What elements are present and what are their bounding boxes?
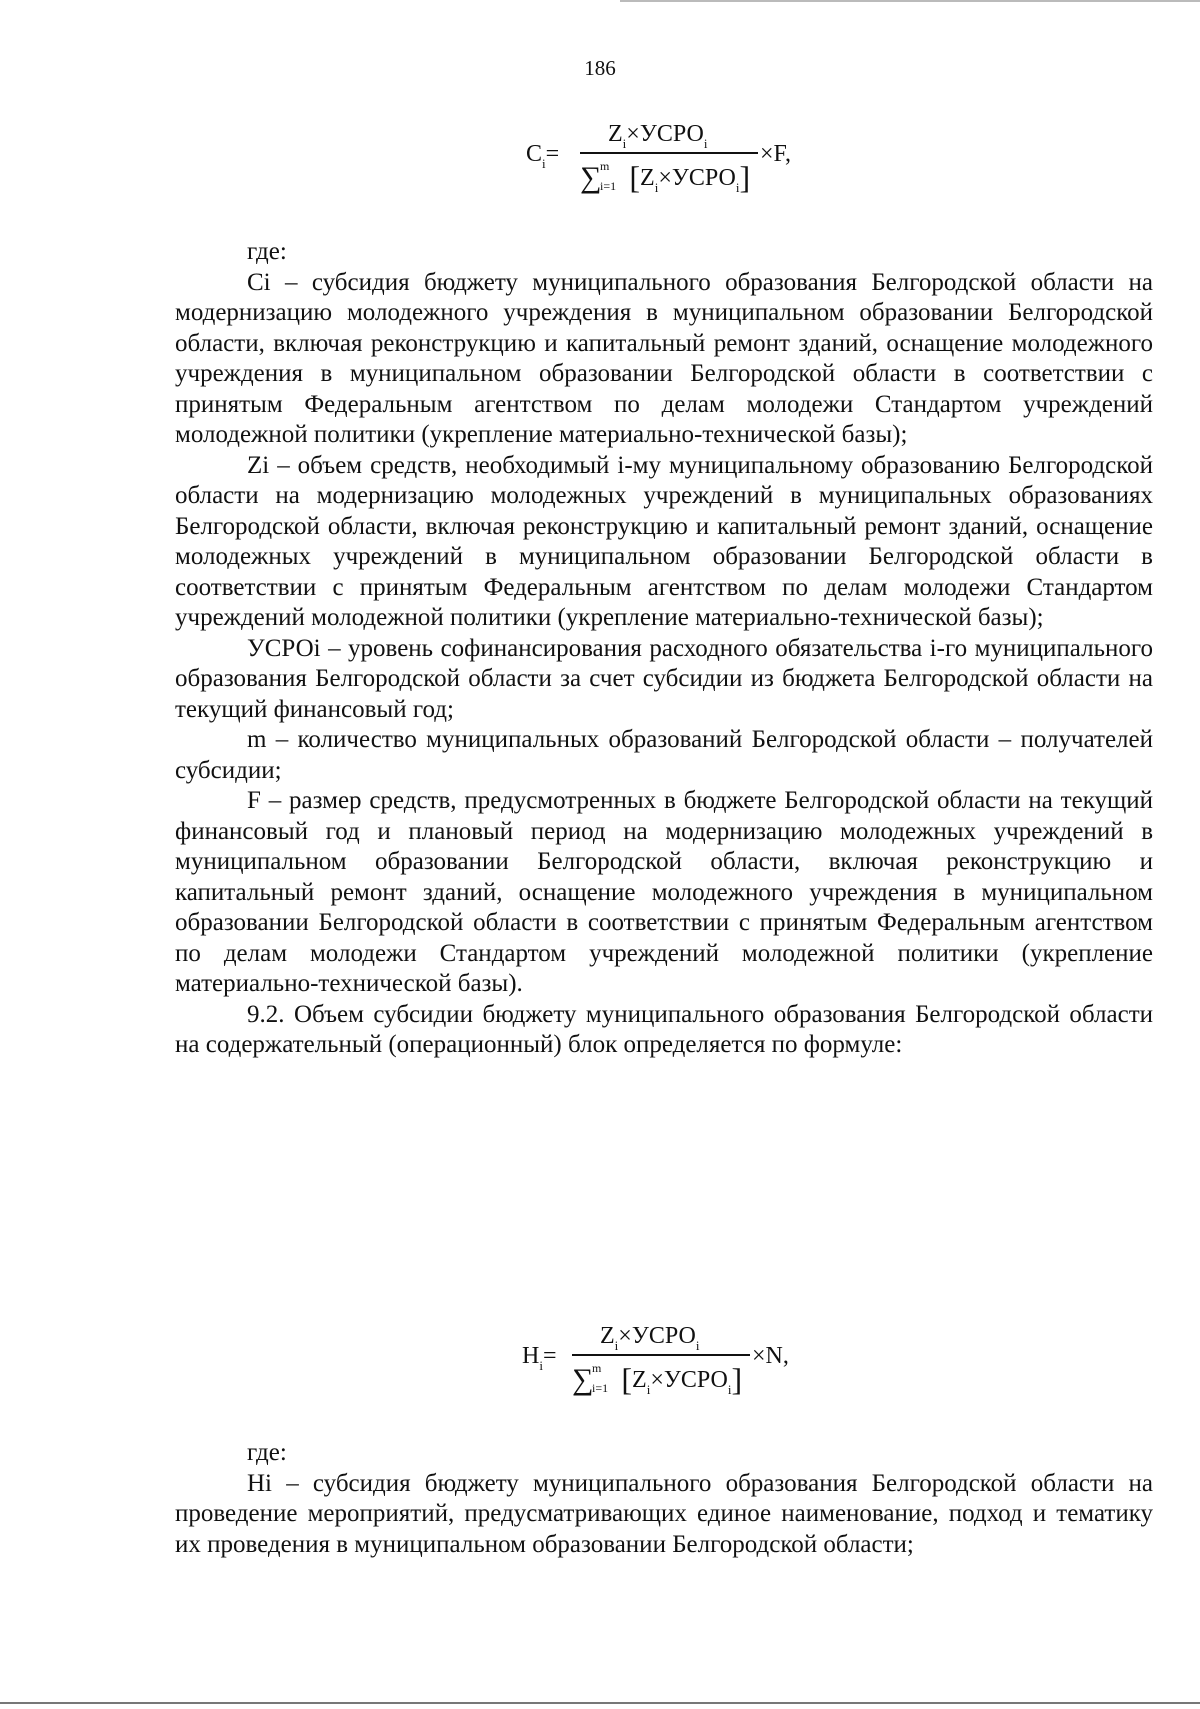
formula-rhs: ×F, — [760, 141, 791, 167]
fraction-bar — [580, 152, 758, 154]
definition-ci: Ci – субсидия бюджету муниципального образования Белгородской области на модернизацию молодежного учреждения в муниципальном образовании Белгородской области, включая реконструкцию и капитальный ремонт зданий, оснащение молодежного учреждения в муниципальном образовании Белгородской области в соответствии с принятым Федеральным агентством по делам молодежи Стандартом учреждений молодежной политики (укрепление материально-технической базы); — [175, 268, 1153, 448]
where-label: где: — [247, 1439, 287, 1466]
definition-f: F – размер средств, предусмотренных в бюджете Белгородской области на текущий финансовый год и плановый период на модернизацию молодежных учреждений в муниципальном образовании Белгородской области, включая реконструкцию и капитальный ремонт зданий, оснащение молодежного учреждения в муниципальном образовании Белгородской области в соответствии с принятым Федеральным агентством по делам молодежи Стандартом учреждений молодежной политики (укрепление материально-технической базы). — [175, 787, 1153, 997]
formula-rhs: ×N, — [752, 1343, 789, 1369]
where-label: где: — [247, 238, 287, 265]
definition-hi: Hi – субсидия бюджету муниципального образования Белгородской области на проведение мероприятий, предусматривающих единое наименование, подход и тематику их проведения в муниципальном образовании Белгородской области; — [175, 1469, 1153, 1558]
definition-zi: Zi – объем средств, необходимый i-му муниципальному образованию Белгородской области на модернизацию молодежных учреждений в муниципальных образованиях Белгородской области, включая реконструкцию и капитальный ремонт зданий, оснащение молодежных учреждений в муниципальном образовании Белгородской области в соответствии с принятым Федеральным агентством по делам молодежи Стандартом учреждений молодежной политики (укрепление материально-технической базы); — [175, 451, 1153, 631]
definition-usroi: УСРОi – уровень софинансирования расходного обязательства i-го муниципального образования Белгородской области за счет субсидии из бюджета Белгородской области на текущий финансовый год; — [175, 634, 1153, 723]
formula-ci — [520, 118, 820, 198]
formula-lhs: $C_i=$ — [526, 141, 560, 171]
formula-numerator: $Z_i\times УСРО_i$ — [600, 1323, 700, 1353]
text-block-1 — [175, 237, 1153, 1061]
page-number: 186 — [584, 56, 616, 80]
formula-hi — [516, 1320, 816, 1400]
text-block-2 — [175, 1438, 1153, 1560]
formula-denominator: ∑ m i=1 $[Z_i\times УСРО_i]$ — [580, 159, 751, 195]
scan-edge-top — [620, 0, 1200, 2]
fraction-bar — [572, 1354, 750, 1356]
formula-denominator: ∑ m i=1 $[Z_i\times УСРО_i]$ — [572, 1361, 743, 1397]
definition-m: m – количество муниципальных образований Белгородской области – получателей субсидии; — [175, 726, 1153, 784]
formula-numerator: $Z_i\times УСРО_i$ — [608, 121, 708, 151]
scan-edge-bottom — [0, 1702, 1200, 1704]
formula-lhs: $H_i=$ — [522, 1343, 557, 1373]
clause-9-2: 9.2. Объем субсидии бюджету муниципального образования Белгородской области на содержательный (операционный) блок определяется по формуле: — [175, 1000, 1153, 1058]
